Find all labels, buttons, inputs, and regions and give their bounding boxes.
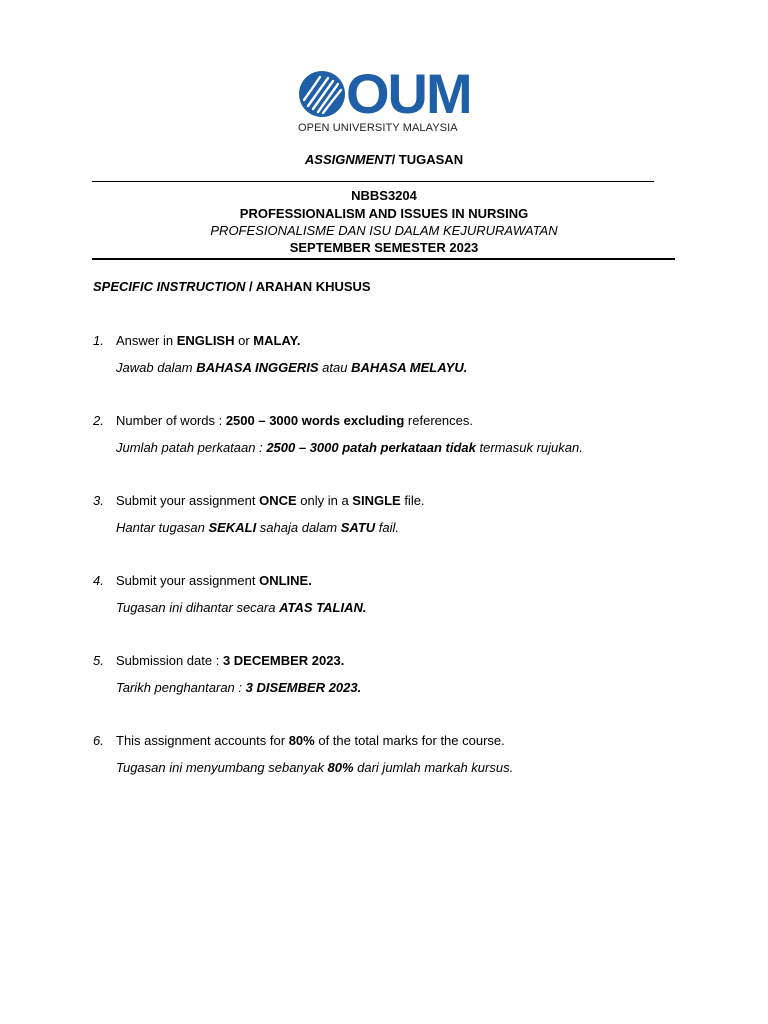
item-text-en: Submission date : 3 DECEMBER 2023. — [116, 653, 345, 668]
item-text-my: Jawab dalam BAHASA INGGERIS atau BAHASA MELAYU. — [116, 360, 468, 375]
oum-wordmark: OUM — [346, 62, 471, 125]
item-number: 2. — [93, 413, 104, 428]
item-text-my: Jumlah patah perkataan : 2500 – 3000 patah perkataan tidak termasuk rujukan. — [116, 440, 583, 455]
course-title-en: PROFESSIONALISM AND ISSUES IN NURSING — [239, 206, 529, 221]
instructions-title: SPECIFIC INSTRUCTION / ARAHAN KHUSUS — [93, 279, 371, 294]
item-text-my: Tugasan ini dihantar secara ATAS TALIAN. — [116, 600, 367, 615]
university-name: OPEN UNIVERSITY MALAYSIA — [298, 122, 458, 134]
assignment-heading: ASSIGNMENT/ TUGASAN — [304, 152, 464, 167]
item-text-en: Number of words : 2500 – 3000 words excluding references. — [116, 413, 473, 428]
course-title-my: PROFESIONALISME DAN ISU DALAM KEJURURAWATAN — [210, 223, 558, 238]
item-text-en: This assignment accounts for 80% of the total marks for the course. — [116, 733, 505, 748]
divider-thick — [92, 258, 675, 260]
item-number: 5. — [93, 653, 104, 668]
item-number: 6. — [93, 733, 104, 748]
oum-globe-icon — [298, 70, 346, 118]
item-number: 4. — [93, 573, 104, 588]
item-text-my: Tarikh penghantaran : 3 DISEMBER 2023. — [116, 680, 362, 695]
semester: SEPTEMBER SEMESTER 2023 — [289, 240, 479, 255]
course-code: NBBS3204 — [351, 188, 417, 203]
item-text-en: Submit your assignment ONCE only in a SINGLE file. — [116, 493, 425, 508]
item-text-my: Tugasan ini menyumbang sebanyak 80% dari jumlah markah kursus. — [116, 760, 514, 775]
item-text-en: Answer in ENGLISH or MALAY. — [116, 333, 301, 348]
item-text-en: Submit your assignment ONLINE. — [116, 573, 312, 588]
item-number: 3. — [93, 493, 104, 508]
item-number: 1. — [93, 333, 104, 348]
divider-thin — [92, 181, 654, 182]
item-text-my: Hantar tugasan SEKALI sahaja dalam SATU fail. — [116, 520, 400, 535]
oum-logo — [298, 62, 473, 136]
